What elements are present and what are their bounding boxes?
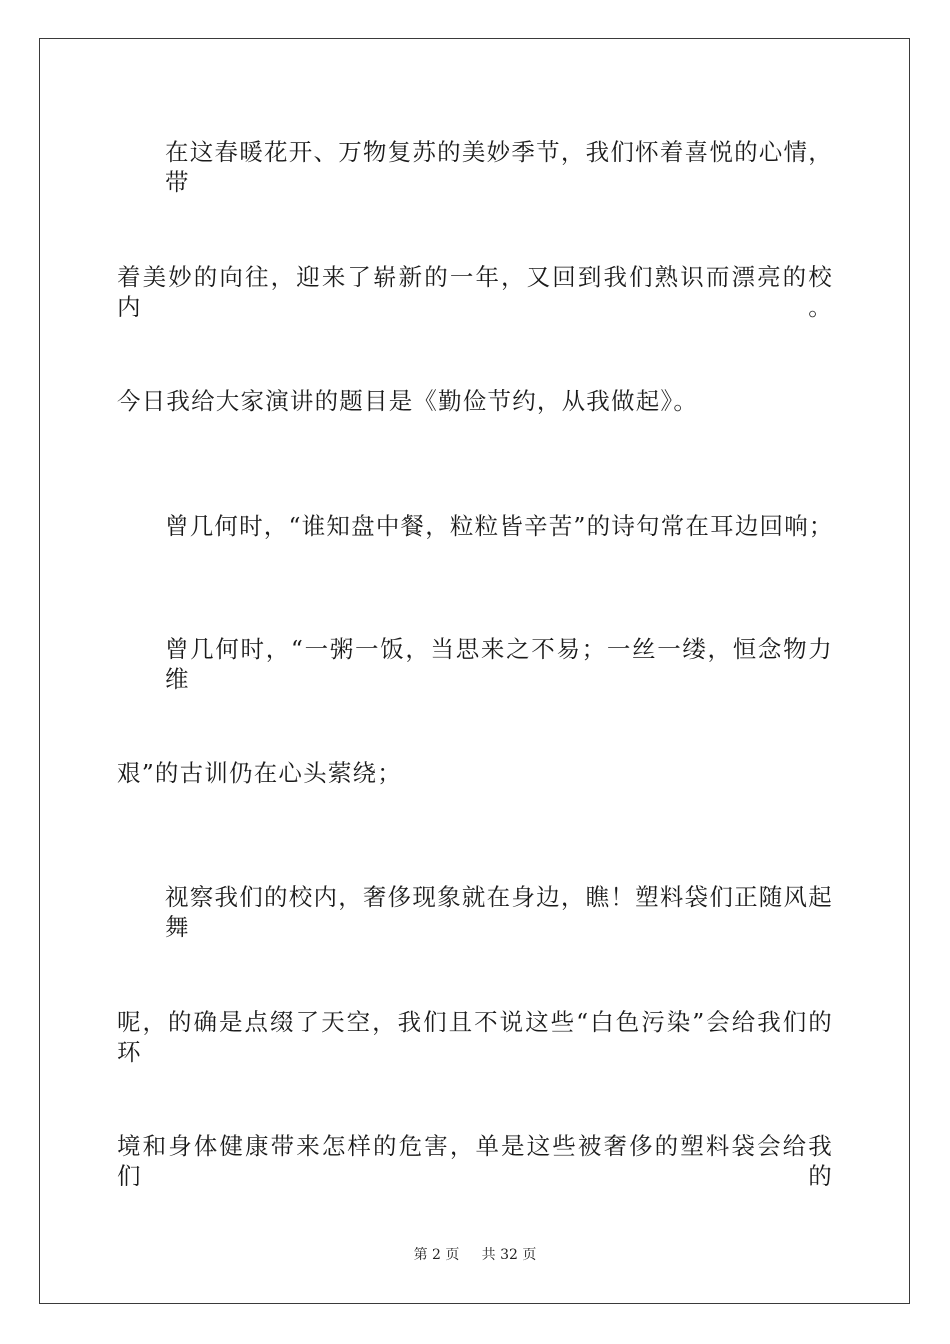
page-total: 共 32 页	[481, 1247, 537, 1263]
paragraph-line: 着美妙的向往，迎来了崭新的一年，又回到我们熟识而漂亮的校内。	[117, 263, 833, 321]
page-footer	[0, 1246, 950, 1264]
paragraph-line: 今日我给大家演讲的题目是《勤俭节约，从我做起》。	[117, 387, 699, 415]
paragraph-line: 曾几何时，“谁知盘中餐，粒粒皆辛苦”的诗句常在耳边回响；	[165, 512, 834, 540]
paragraph-line: 艰”的古训仍在心头萦绕；	[117, 759, 402, 787]
paragraph-line: 呢，的确是点缀了天空，我们且不说这些“白色污染”会给我们的环	[117, 1008, 833, 1066]
page-number: 第 2 页	[413, 1247, 460, 1263]
paragraph-line: 视察我们的校内，奢侈现象就在身边，瞧！塑料袋们正随风起舞	[165, 883, 833, 941]
paragraph-line: 在这春暖花开、万物复苏的美妙季节，我们怀着喜悦的心情，带	[165, 138, 833, 196]
paragraph-line: 境和身体健康带来怎样的危害，单是这些被奢侈的塑料袋会给我们的	[117, 1132, 833, 1190]
paragraph-line: 曾几何时，“一粥一饭，当思来之不易；一丝一缕，恒念物力维	[165, 635, 833, 693]
